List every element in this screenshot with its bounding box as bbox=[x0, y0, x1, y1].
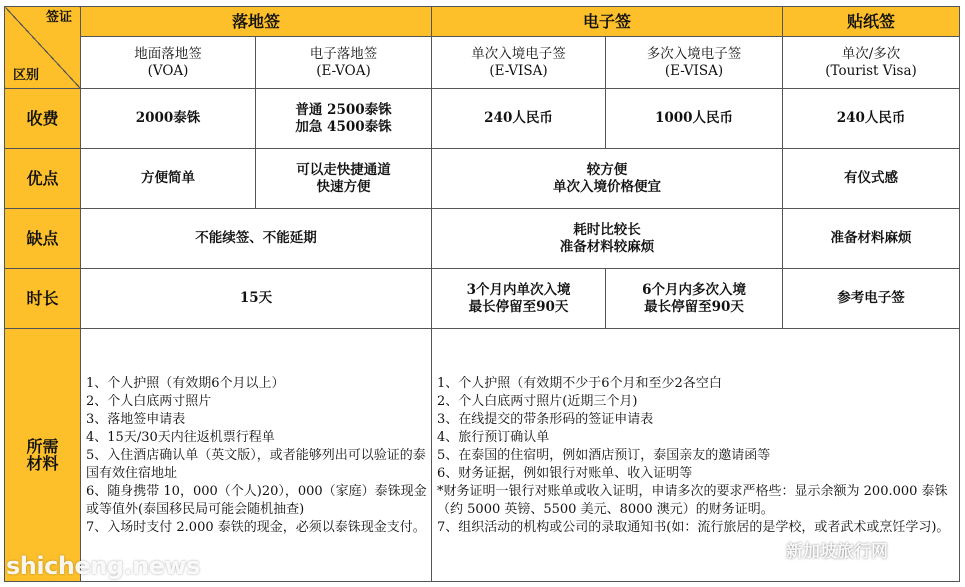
landing-visa-header: 落地签 bbox=[81, 7, 432, 37]
pros-evoa bbox=[256, 149, 432, 209]
cons-sticker: 准备材料麻烦 bbox=[783, 209, 960, 269]
pros-evoa-line2: 快速方便 bbox=[316, 178, 371, 195]
row-label-cons: 缺点 bbox=[5, 209, 81, 269]
duration-evisa-single-line1: 3个月内单次入境 bbox=[466, 281, 571, 298]
fee-sticker: 240人民币 bbox=[783, 89, 960, 149]
materials-landing-item: 3、落地签申请表 bbox=[86, 412, 186, 427]
watermark-shicheng: shicheng.news bbox=[6, 552, 200, 580]
duration-evisa-multi-line1: 6个月内多次入境 bbox=[642, 281, 746, 298]
subheader-evisa-single-code: (E-VISA) bbox=[489, 62, 548, 79]
row-label-pros: 优点 bbox=[5, 149, 81, 209]
materials-landing-item: 4、15天/30天内往返机票行程单 bbox=[86, 430, 275, 445]
cons-evisa-line1: 耗时比较长 bbox=[573, 221, 641, 238]
subheader-evisa-multi-name: 多次入境电子签 bbox=[646, 45, 742, 62]
materials-other-item: 2、个人白底两寸照片(近期三个月) bbox=[437, 394, 638, 409]
corner-visa-label: 签证 bbox=[45, 10, 72, 25]
materials-landing-item: 1、个人护照（有效期6个月以上） bbox=[86, 376, 285, 391]
duration-sticker: 参考电子签 bbox=[783, 269, 960, 329]
materials-other-item: 1、个人护照（有效期不少于6个月和至少2各空白 bbox=[437, 376, 722, 391]
materials-landing-item: 7、入场时支付 2.000 泰铁的现金，必须以泰铢现金支付。 bbox=[86, 520, 426, 535]
subheader-evisa-multi-code: (E-VISA) bbox=[664, 62, 724, 79]
subheader-tourist bbox=[783, 37, 960, 89]
materials-other-item: 6、财务证据，例如银行对账单、收入证明等 bbox=[437, 466, 693, 481]
row-label-duration: 时长 bbox=[5, 269, 81, 329]
materials-label-line1: 所需 bbox=[26, 437, 59, 456]
pros-sticker: 有仪式感 bbox=[783, 149, 960, 209]
fee-evoa bbox=[256, 89, 432, 149]
row-label-fee: 收费 bbox=[5, 89, 81, 149]
fee-evoa-urgent: 加急 4500泰铢 bbox=[295, 118, 392, 135]
materials-other-item: *财务证明一银行对账单或收入证明，申请多次的要求严格些：显示余额为 200.000 泰铢（约 5000 英镑、5500 美元、8000 澳元）的财务证明。 bbox=[437, 484, 948, 517]
cons-evisa bbox=[432, 209, 783, 269]
materials-other-item: 3、在线提交的带条形码的签证申请表 bbox=[437, 412, 654, 427]
materials-landing-item: 5、入住酒店确认单（英文版），或者能够列出可以验证的泰国有效住宿地址 bbox=[86, 448, 426, 481]
pros-evisa-line2: 单次入境价格便宜 bbox=[553, 178, 662, 195]
materials-label-line2: 材料 bbox=[26, 454, 59, 473]
duration-evisa-multi-line2: 最长停留至90天 bbox=[644, 298, 744, 315]
fee-evisa-multi: 1000人民币 bbox=[606, 89, 783, 149]
duration-evisa-multi bbox=[606, 269, 783, 329]
cons-landing: 不能续签、不能延期 bbox=[81, 209, 432, 269]
subheader-evisa-multi bbox=[606, 37, 783, 89]
materials-landing bbox=[81, 329, 432, 582]
wechat-icon bbox=[760, 539, 782, 561]
subheader-evisa-single-name: 单次入境电子签 bbox=[471, 45, 566, 62]
row-label-materials bbox=[5, 329, 81, 582]
fee-voa: 2000泰铢 bbox=[81, 89, 256, 149]
materials-landing-item: 6、随身携带 10，000（个人)20），000（家庭）泰铢现金或等值外(泰国移民局可能会随机抽查) bbox=[86, 484, 427, 517]
subheader-voa-name: 地面落地签 bbox=[134, 45, 202, 62]
materials-other-item: 7、组织活动的机构或公司的录取通知书(如：流行旅居的是学校，或者武术或烹饪学习)。 bbox=[437, 520, 950, 535]
duration-evisa-single bbox=[432, 269, 606, 329]
evisa-header: 电子签 bbox=[432, 7, 783, 37]
subheader-evoa bbox=[256, 37, 432, 89]
visa-comparison-table bbox=[4, 6, 960, 582]
subheader-tourist-name: 单次/多次 bbox=[841, 45, 901, 62]
subheader-evisa-single bbox=[432, 37, 606, 89]
subheader-voa-code: (VOA) bbox=[147, 62, 189, 79]
subheader-evoa-code: (E-VOA) bbox=[316, 62, 371, 79]
pros-voa: 方便简单 bbox=[81, 149, 256, 209]
cons-evisa-line2: 准备材料较麻烦 bbox=[559, 238, 655, 255]
materials-landing-item: 2、个人白底两寸照片 bbox=[86, 394, 212, 409]
fee-evisa-single: 240人民币 bbox=[432, 89, 606, 149]
pros-evoa-line1: 可以走快捷通道 bbox=[296, 161, 391, 178]
corner-diff-label: 区别 bbox=[13, 68, 40, 83]
subheader-evoa-name: 电子落地签 bbox=[309, 45, 378, 62]
pros-evisa bbox=[432, 149, 783, 209]
duration-landing: 15天 bbox=[81, 269, 432, 329]
watermark-wechat bbox=[760, 537, 888, 562]
fee-evoa-normal: 普通 2500泰铢 bbox=[295, 101, 392, 118]
materials-other-item: 4、旅行预订确认单 bbox=[437, 430, 550, 445]
duration-evisa-single-line2: 最长停留至90天 bbox=[468, 298, 569, 315]
subheader-voa bbox=[81, 37, 256, 89]
watermark-site-name: 新加坡旅行网 bbox=[786, 542, 888, 562]
materials-other-item: 5、在泰国的住宿明，例如酒店预订，泰国亲友的邀请函等 bbox=[437, 448, 771, 463]
sticker-visa-header: 贴纸签 bbox=[783, 7, 960, 37]
pros-evisa-line1: 较方便 bbox=[586, 161, 628, 178]
subheader-tourist-code: (Tourist Visa) bbox=[825, 62, 917, 79]
corner-header bbox=[5, 7, 81, 89]
